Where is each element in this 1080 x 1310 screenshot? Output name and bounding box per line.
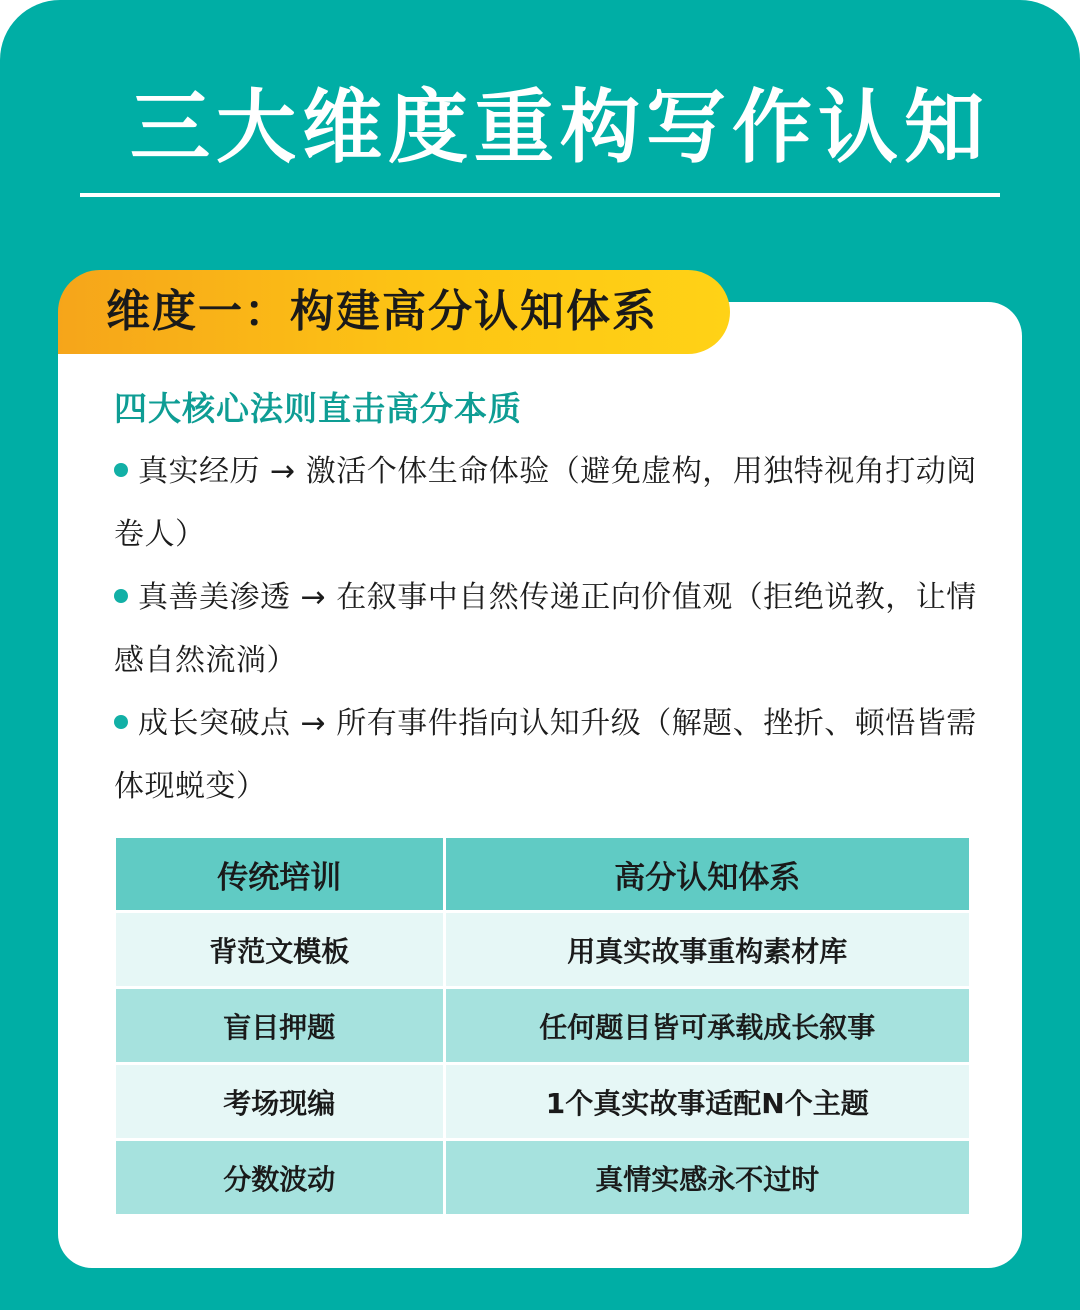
table-cell: 考场现编 [116,1064,444,1140]
table-row [116,988,969,1064]
bullet-item [114,692,994,818]
bullet-dot-icon [114,715,128,729]
bullet-dot-icon [114,589,128,603]
section-heading: 四大核心法则直击高分本质 [114,389,522,428]
page-title: 三大维度重构写作认知 [130,81,990,174]
bullet-text: 真实经历 → 激活个体生命体验（避免虚构，用独特视角打动阅卷人） [114,454,977,552]
table-cell: 1个真实故事适配N个主题 [444,1064,969,1140]
table-cell: 用真实故事重构素材库 [444,912,969,988]
table-header-row [116,838,969,912]
bullet-list [114,440,994,818]
bullet-dot-icon [114,463,128,477]
table-cell: 真情实感永不过时 [444,1140,969,1215]
bullet-item [114,440,994,566]
table-header-cell: 高分认知体系 [444,838,969,912]
bullet-text: 真善美渗透 → 在叙事中自然传递正向价值观（拒绝说教，让情感自然流淌） [114,580,977,678]
comparison-table [116,838,969,1214]
table-cell: 分数波动 [116,1140,444,1215]
table-row [116,1140,969,1215]
table-cell: 背范文模板 [116,912,444,988]
table-cell: 任何题目皆可承载成长叙事 [444,988,969,1064]
card-corner-fill [58,354,118,414]
bullet-item [114,566,994,692]
table-cell: 盲目押题 [116,988,444,1064]
table-row [116,1064,969,1140]
table-row [116,912,969,988]
dimension-tab-label: 维度一：构建高分认知体系 [106,286,658,337]
title-divider [80,193,1000,197]
bullet-text: 成长突破点 → 所有事件指向认知升级（解题、挫折、顿悟皆需体现蜕变） [114,706,977,804]
table-header-cell: 传统培训 [116,838,444,912]
